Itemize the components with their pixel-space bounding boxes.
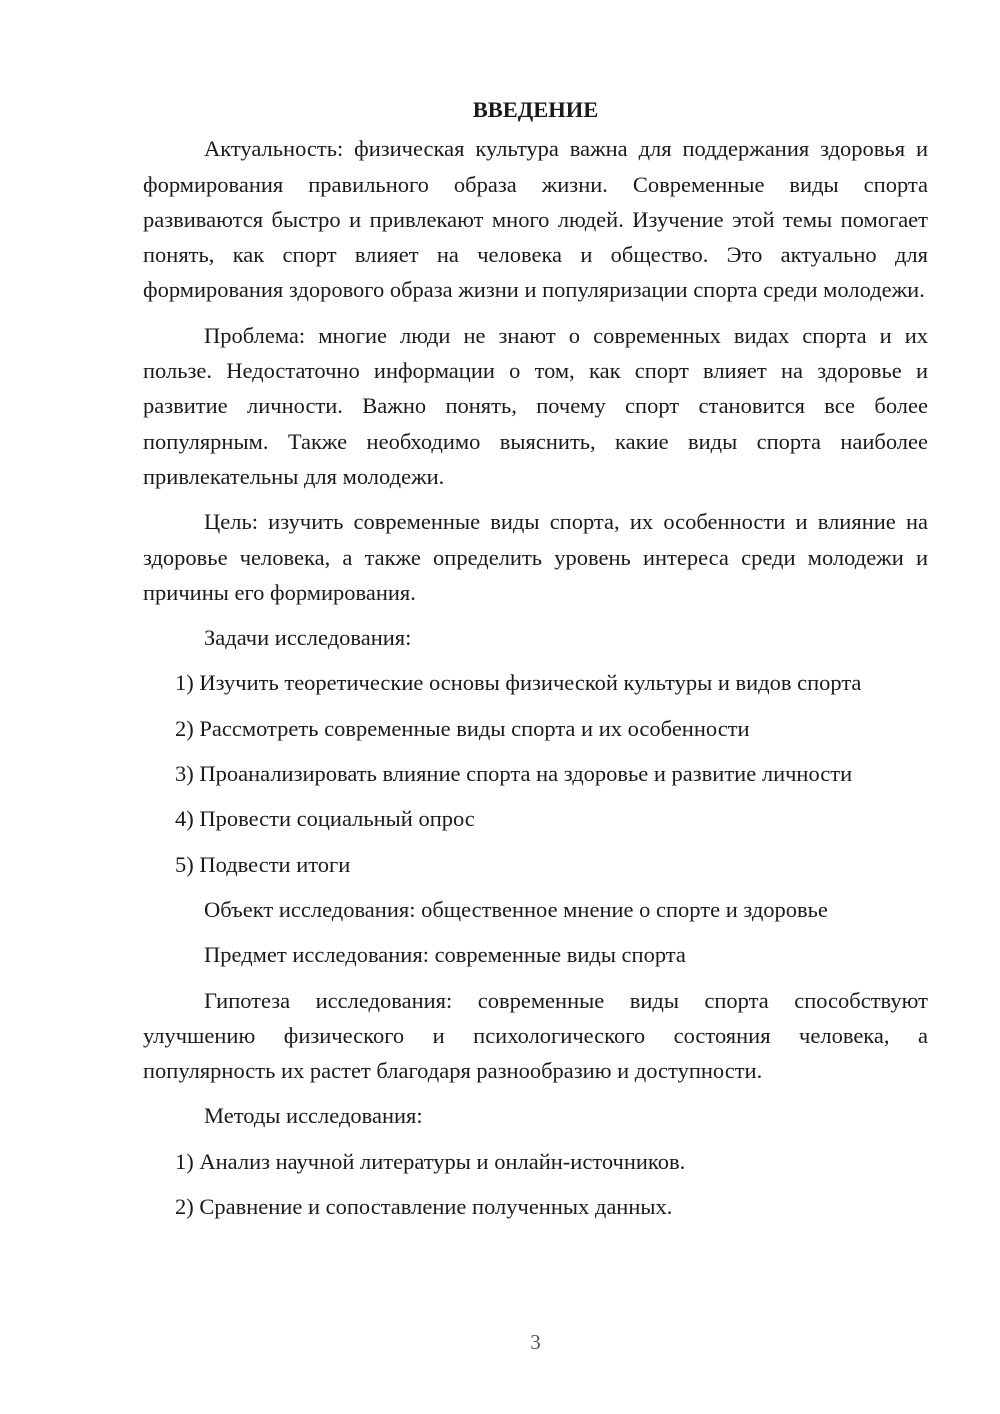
research-subject: Предмет исследования: современные виды спорта xyxy=(204,942,686,968)
goal-paragraph: Цель: изучить современные виды спорта, их особенности и влияние на здоровье человека, а также определить уровень интереса среди молодежи и причины его формирования. xyxy=(143,509,928,605)
task-item-4: 4) Провести социальный опрос xyxy=(175,806,475,832)
relevance-paragraph: Актуальность: физическая культура важна для поддержания здоровья и формирования правильного образа жизни. Современные виды спорта развиваются быстро и привлекают много людей. Изучение этой темы помогает понять, как спорт влияет на человека и общество. Это актуально для формирования здорового образа жизни и популяризации спорта среди молодежи. xyxy=(143,136,928,303)
task-item-5: 5) Подвести итоги xyxy=(175,851,351,877)
hypothesis-paragraph: Гипотеза исследования: современные виды спорта способствуют улучшению физического и психологического состояния человека, а популярность их растет благодаря разнообразию и доступности. xyxy=(143,987,928,1084)
task-item-1: 1) Изучить теоретические основы физической культуры и видов спорта xyxy=(175,670,862,696)
method-item-2: 2) Сравнение и сопоставление полученных данных. xyxy=(175,1194,673,1220)
page-number: 3 xyxy=(530,1330,541,1354)
research-object: Объект исследования: общественное мнение о спорте и здоровье xyxy=(204,896,828,922)
page-content xyxy=(143,92,928,1234)
problem-paragraph: Проблема: многие люди не знают о современных видах спорта и их пользе. Недостаточно информации о том, как спорт влияет на здоровье и развитие личности. Важно понять, почему спорт становится все более популярным. Также необходимо выяснить, какие виды спорта наиболее привлекательны для молодежи. xyxy=(143,322,928,489)
methods-heading: Методы исследования: xyxy=(204,1103,423,1129)
task-item-2: 2) Рассмотреть современные виды спорта и их особенности xyxy=(175,715,750,741)
section-title: ВВЕДЕНИЕ xyxy=(472,97,599,122)
tasks-heading: Задачи исследования: xyxy=(204,625,412,651)
method-item-1: 1) Анализ научной литературы и онлайн-источников. xyxy=(175,1148,686,1174)
task-item-3: 3) Проанализировать влияние спорта на здоровье и развитие личности xyxy=(175,761,853,787)
